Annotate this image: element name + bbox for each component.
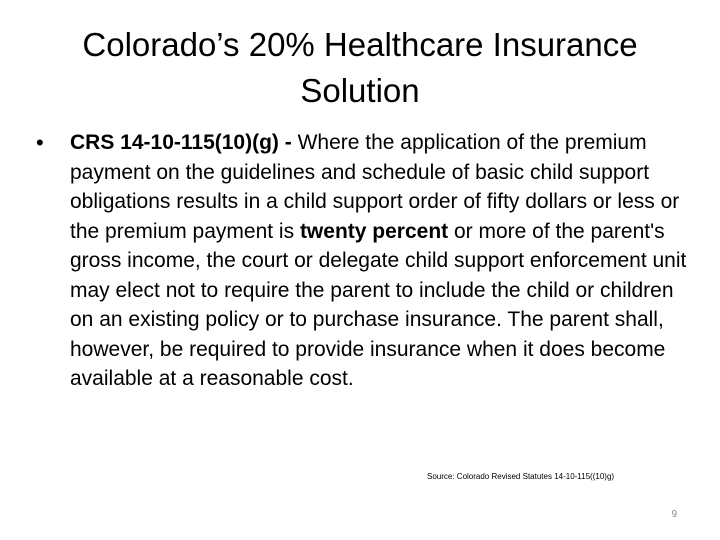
slide-title <box>40 22 680 114</box>
slide-title-line-1: Colorado’s 20% Healthcare Insurance <box>82 26 638 63</box>
statute-citation: CRS 14-10-115(10)(g) - <box>70 131 292 154</box>
bullet-item <box>36 128 688 394</box>
emphasis-twenty-percent: twenty percent <box>299 219 449 243</box>
bullet-text <box>70 128 688 394</box>
slide-title-line-2: Solution <box>300 72 420 109</box>
page-number: 9 <box>671 509 677 520</box>
source-citation: Source: Colorado Revised Statutes 14-10-115((10)g) <box>427 472 615 481</box>
bullet-text-part-1: Where the application of the premium payment on the guidelines and schedule of basic child support obligations results in a child support order of fifty dollars or less or the premium payment is <box>70 131 680 243</box>
slide-body <box>36 128 688 394</box>
bullet-text-part-2: or more of the parent's gross income, the court or delegate child support enforcement unit may elect not to require the parent to include the child or children on an existing policy or to purchase insurance. The parent shall, however, be required to provide insurance when it does become available at a reasonable cost. <box>70 219 687 390</box>
bullet-marker: • <box>36 130 44 155</box>
